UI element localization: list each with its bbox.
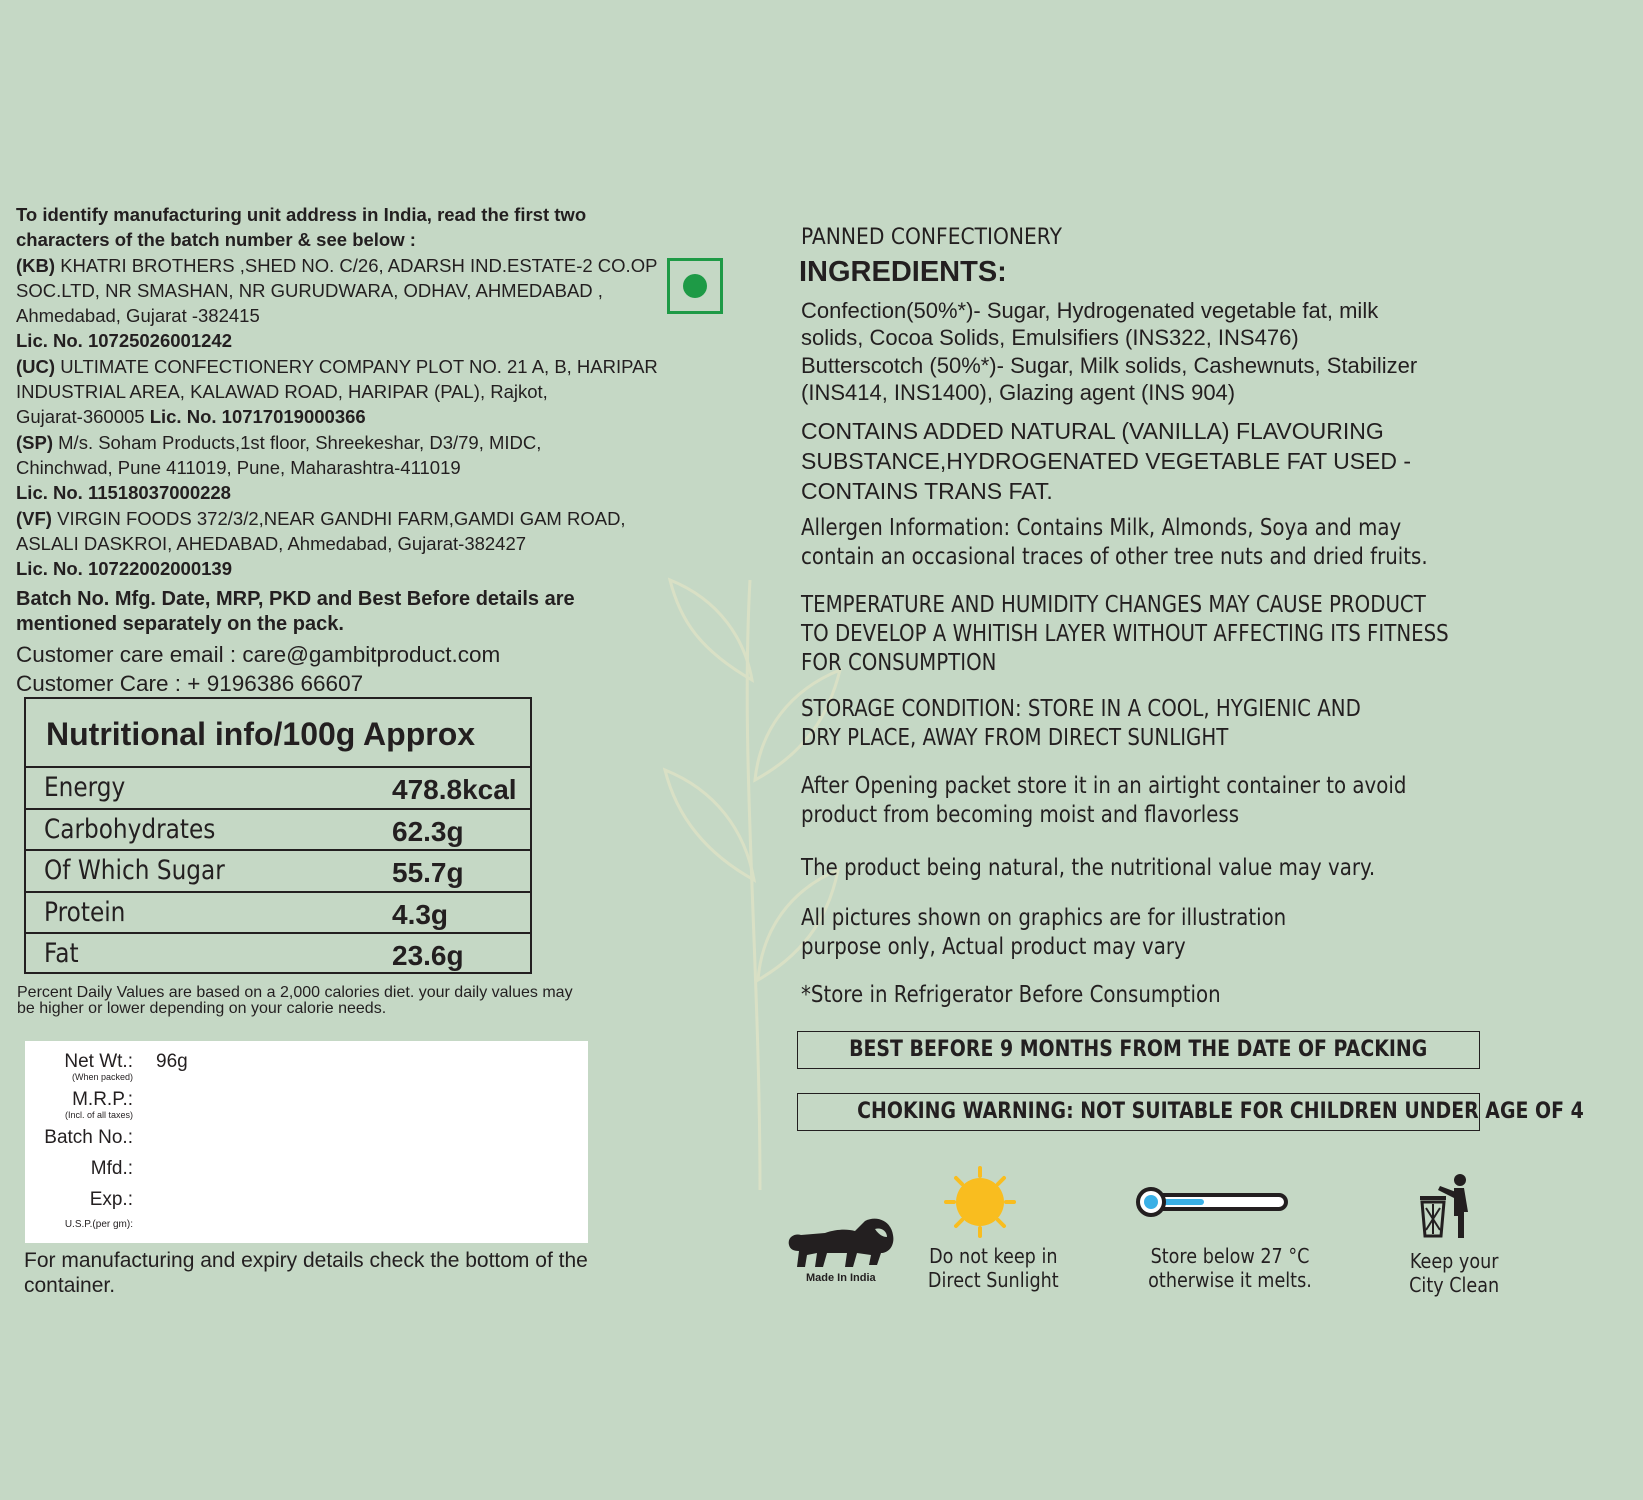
mfd-label: Mfd.:	[90, 1158, 133, 1179]
nutrient-value: 55.7g	[392, 857, 464, 888]
ingredient-line: (INS414, INS1400), Glazing agent (INS 904)	[801, 379, 1236, 405]
contains-line: CONTAINS TRANS FAT.	[801, 478, 1053, 504]
footnote-line: be higher or lower depending on your calorie needs.	[17, 1000, 387, 1017]
unit-address: INDUSTRIAL AREA, KALAWAD ROAD, HARIPAR (PAL), Rajkot,	[16, 381, 548, 403]
unit-address: SOC.LTD, NR SMASHAN, NR GURUDWARA, ODHAV, AHMEDABAD ,	[16, 279, 603, 301]
pack-details-box	[25, 1041, 588, 1243]
unit-address: ASLALI DASKROI, AHEDABAD, Ahmedabad, Gujarat-382427	[16, 532, 527, 554]
nutrition-row	[26, 768, 530, 810]
unit-address: M/s. Soham Products,1st floor, Shreekeshar, D3/79, MIDC,	[58, 431, 542, 453]
illustration-line: All pictures shown on graphics are for illustration	[801, 905, 1287, 931]
refrigerator-note: *Store in Refrigerator Before Consumption	[801, 982, 1221, 1008]
net-weight-text: Net Wt.:	[64, 1051, 133, 1072]
storage-line: STORAGE CONDITION: STORE IN A COOL, HYGIENIC AND	[801, 696, 1361, 722]
storage-condition	[801, 695, 1361, 753]
choking-warning-text: CHOKING WARNING: NOT SUITABLE FOR CHILDREN UNDER AGE OF 4	[857, 1099, 1584, 1124]
unit-code: (KB)	[16, 254, 56, 276]
natural-note: The product being natural, the nutritional value may vary.	[801, 855, 1376, 881]
contains-line: SUBSTANCE,HYDROGENATED VEGETABLE FAT USED -	[801, 448, 1412, 474]
caption-line: City Clean	[1409, 1273, 1500, 1297]
mfg-expiry-note	[24, 1248, 644, 1298]
bin-caption	[1409, 1249, 1499, 1297]
nutrition-title: Nutritional info/100g Approx	[26, 699, 530, 768]
illustration-line: purpose only, Actual product may vary	[801, 934, 1186, 960]
nutrient-label: Of Which Sugar	[44, 855, 225, 886]
net-weight-label	[64, 1051, 133, 1082]
bin-icon	[1418, 1172, 1472, 1240]
nutrition-table	[24, 697, 532, 974]
intro-line: To identify manufacturing unit address in India, read the first two	[16, 204, 587, 225]
customer-care-email: Customer care email : care@gambitproduct.com	[16, 642, 501, 668]
unit-code: (SP)	[16, 431, 53, 453]
nutrient-value: 23.6g	[392, 940, 464, 971]
unit-code: (VF)	[16, 507, 52, 529]
unit-address: Chinchwad, Pune 411019, Pune, Maharashtra-411019	[16, 456, 461, 478]
unit-address: VIRGIN FOODS 372/3/2,NEAR GANDHI FARM,GAMDI GAM ROAD,	[57, 507, 626, 529]
unit-address: KHATRI BROTHERS ,SHED NO. C/26, ADARSH IND.ESTATE-2 CO.OP	[60, 254, 658, 276]
ingredient-line: Butterscotch (50%*)- Sugar, Milk solids, Cashewnuts, Stabilizer	[801, 352, 1418, 378]
intro-line: characters of the batch number & see below :	[16, 229, 416, 251]
nutrition-row	[26, 851, 530, 893]
nutrient-label: Energy	[44, 772, 126, 803]
unit-address: Gujarat-360005	[16, 406, 145, 428]
storage-line: DRY PLACE, AWAY FROM DIRECT SUNLIGHT	[801, 725, 1229, 751]
mrp-note: (Incl. of all taxes)	[64, 1110, 133, 1120]
contains-statement	[801, 416, 1501, 506]
mfg-note-line: container.	[24, 1274, 116, 1297]
contains-line: CONTAINS ADDED NATURAL (VANILLA) FLAVOURING	[801, 418, 1384, 444]
ingredients-heading: INGREDIENTS:	[799, 256, 1007, 288]
caption-line: Do not keep in	[929, 1244, 1058, 1268]
batch-label: Batch No.:	[44, 1127, 133, 1148]
caption-line: Keep your	[1409, 1249, 1499, 1273]
thermometer-caption	[1148, 1244, 1312, 1292]
nutrient-label: Fat	[44, 938, 79, 969]
nutrient-value: 4.3g	[392, 898, 449, 930]
footnote-line: Percent Daily Values are based on a 2,000 calories diet. your daily values may	[17, 984, 573, 1001]
daily-values-note	[17, 985, 657, 1017]
lion-icon	[785, 1215, 897, 1273]
unit-address: ULTIMATE CONFECTIONERY COMPANY PLOT NO. 21 A, B, HARIPAR	[60, 355, 658, 377]
temperature-line: TEMPERATURE AND HUMIDITY CHANGES MAY CAUSE PRODUCT	[801, 592, 1426, 618]
mfg-note-line: For manufacturing and expiry details check the bottom of the	[24, 1249, 588, 1272]
unit-address: Ahmedabad, Gujarat -382415	[16, 305, 260, 327]
nutrient-value: 62.3g	[392, 815, 464, 847]
allergen-line: Allergen Information: Contains Milk, Almonds, Soya and may	[801, 515, 1402, 541]
nutrition-row	[26, 893, 530, 935]
customer-care-phone: Customer Care : + 9196386 66607	[16, 671, 364, 697]
nutrition-row	[26, 934, 530, 976]
ingredient-line: solids, Cocoa Solids, Emulsifiers (INS322, INS476)	[801, 325, 1299, 351]
batch-note: Batch No. Mfg. Date, MRP, PKD and Best Before details are	[16, 588, 575, 611]
thermometer-icon	[1136, 1186, 1290, 1218]
net-weight-note: (When packed)	[71, 1072, 133, 1082]
allergen-info	[801, 514, 1428, 572]
net-weight-value: 96g	[156, 1051, 188, 1072]
best-before-text: BEST BEFORE 9 MONTHS FROM THE DATE OF PACKING	[849, 1037, 1428, 1062]
manufacturer-info	[16, 202, 656, 698]
unit-code: (UC)	[16, 355, 56, 377]
nutrient-label: Protein	[44, 896, 126, 928]
nutrition-row	[26, 810, 530, 852]
after-opening-line: product from becoming moist and flavorless	[801, 802, 1240, 828]
product-category: PANNED CONFECTIONERY	[801, 225, 1062, 250]
after-opening-note	[801, 772, 1406, 830]
licence-number: Lic. No. 10725026001242	[16, 330, 232, 352]
nutrient-value: 478.8kcal	[392, 774, 517, 805]
after-opening-line: After Opening packet store it in an airtight container to avoid	[801, 773, 1407, 799]
caption-line: Store below 27 °C	[1150, 1244, 1310, 1268]
sun-icon	[944, 1166, 1016, 1238]
licence-number: Lic. No. 10722002000139	[16, 558, 232, 580]
mrp-label	[65, 1089, 133, 1120]
temperature-warning	[801, 591, 1449, 678]
caption-line: otherwise it melts.	[1148, 1268, 1312, 1292]
usp-label: U.S.P.(per gm):	[64, 1219, 133, 1230]
caption-line: Direct Sunlight	[927, 1268, 1059, 1292]
temperature-line: FOR CONSUMPTION	[801, 650, 997, 676]
licence-number: Lic. No. 10717019000366	[149, 406, 366, 428]
illustration-note	[801, 904, 1286, 962]
mrp-text: M.R.P.:	[72, 1089, 133, 1110]
ingredients-list	[801, 297, 1501, 406]
allergen-line: contain an occasional traces of other tree nuts and dried fruits.	[801, 544, 1428, 570]
licence-number: Lic. No. 11518037000228	[16, 482, 231, 504]
ingredient-line: Confection(50%*)- Sugar, Hydrogenated vegetable fat, milk	[801, 298, 1379, 323]
batch-note: mentioned separately on the pack.	[16, 613, 344, 636]
best-before-box	[797, 1031, 1480, 1069]
exp-label: Exp.:	[89, 1189, 133, 1210]
made-in-india-caption: Made In India	[806, 1272, 876, 1284]
sun-caption	[928, 1244, 1059, 1292]
veg-mark-icon	[667, 258, 723, 314]
nutrient-label: Carbohydrates	[44, 813, 216, 845]
choking-warning-box	[797, 1093, 1584, 1131]
temperature-line: TO DEVELOP A WHITISH LAYER WITHOUT AFFECTING ITS FITNESS	[801, 621, 1449, 647]
